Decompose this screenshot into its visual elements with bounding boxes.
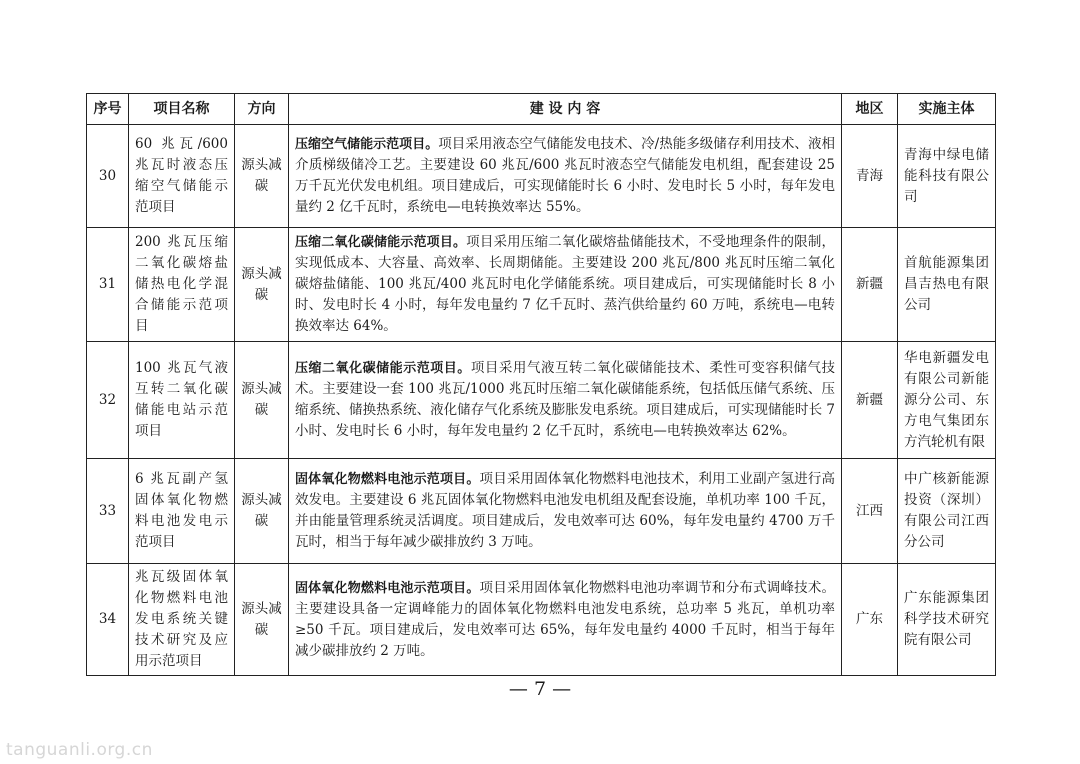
row-seq: 32 — [87, 342, 129, 459]
row-project-name: 兆瓦级固体氧化物燃料电池发电系统关键技术研究及应用示范项目 — [129, 564, 235, 676]
row-entity: 中广核新能源投资（深圳）有限公司江西分公司 — [898, 459, 996, 564]
header-content: 建 设 内 容 — [289, 94, 842, 125]
table-row — [87, 342, 996, 459]
header-region: 地区 — [842, 94, 898, 125]
row-entity: 华电新疆发电有限公司新能源分公司、东方电气集团东方汽轮机有限 — [898, 342, 996, 459]
row-content-body: 项目采用压缩二氧化碳熔盐储能技术，不受地理条件的限制，实现低成本、大容量、高效率、长周期储能。主要建设 200 兆瓦/800 兆瓦时压缩二氧化碳熔盐储能、100 兆瓦/400 兆瓦时电化学储能系统。项目建成后，可实现储能时长 8 小时、发电时长 4 小时，每年发电量约 7 亿千瓦时、蒸汽供给量约 60 万吨，系统电—电转换效率达 64%。 — [295, 234, 835, 334]
row-content-body: 项目采用液态空气储能发电技术、冷/热能多级储存利用技术、液相介质梯级储冷工艺。主要建设 60 兆瓦/600 兆瓦时液态空气储能发电机组，配套建设 25 万千瓦光伏发电机组。项目建成后，可实现储能时长 6 小时、发电时长 5 小时，每年发电量约 2 亿千瓦时，系统电—电转换效率达 55%。 — [295, 136, 835, 215]
row-direction: 源头减碳 — [235, 228, 289, 342]
row-content-lead: 压缩空气储能示范项目。 — [295, 137, 439, 152]
row-entity: 首航能源集团昌吉热电有限公司 — [898, 228, 996, 342]
row-seq: 31 — [87, 228, 129, 342]
row-content-body: 项目采用固体氧化物燃料电池技术，利用工业副产氢进行高效发电。主要建设 6 兆瓦固体氧化物燃料电池发电机组及配套设施，单机功率 100 千瓦，并由能量管理系统灵活调度。项目建成后，发电效率可达 60%，每年发电量约 4700 万千瓦时，相当于每年减少碳排放约 3 万吨。 — [295, 471, 835, 550]
row-project-name: 6 兆瓦副产氢固体氧化物燃料电池发电示范项目 — [129, 459, 235, 564]
row-content-body: 项目采用气液互转二氧化碳储能技术、柔性可变容积储气技术。主要建设一套 100 兆瓦/1000 兆瓦时压缩二氧化碳储能系统，包括低压储气系统、压缩系统、储换热系统、液化储存气化系统及膨胀发电系统。项目建成后，可实现储能时长 7 小时、发电时长 6 小时，每年发电量约 2 亿千瓦时，系统电—电转换效率达 62%。 — [295, 360, 835, 439]
row-content — [289, 228, 842, 342]
row-region: 江西 — [842, 459, 898, 564]
row-seq: 30 — [87, 125, 129, 228]
row-content-lead: 固体氧化物燃料电池示范项目。 — [295, 472, 480, 487]
row-direction: 源头减碳 — [235, 342, 289, 459]
row-direction: 源头减碳 — [235, 125, 289, 228]
row-content-lead: 压缩二氧化碳储能示范项目。 — [295, 235, 467, 250]
table-row — [87, 125, 996, 228]
header-seq: 序号 — [87, 94, 129, 125]
row-entity: 青海中绿电储能科技有限公司 — [898, 125, 996, 228]
row-content — [289, 564, 842, 676]
row-direction: 源头减碳 — [235, 564, 289, 676]
header-name: 项目名称 — [129, 94, 235, 125]
row-content — [289, 342, 842, 459]
row-content-body: 项目采用固体氧化物燃料电池功率调节和分布式调峰技术。主要建设具备一定调峰能力的固体氧化物燃料电池发电系统，总功率 5 兆瓦，单机功率≥50 千瓦。项目建成后，发电效率可达 65%，每年发电量约 4000 千瓦时，相当于每年减少碳排放约 2 万吨。 — [295, 579, 835, 659]
row-region: 新疆 — [842, 228, 898, 342]
header-direction: 方向 — [235, 94, 289, 125]
row-content — [289, 125, 842, 228]
header-row — [87, 94, 996, 125]
row-entity: 广东能源集团科学技术研究院有限公司 — [898, 564, 996, 676]
projects-table — [86, 93, 996, 676]
table-row — [87, 459, 996, 564]
row-project-name: 200 兆瓦压缩二氧化碳熔盐储热电化学混合储能示范项目 — [129, 228, 235, 342]
row-region: 新疆 — [842, 342, 898, 459]
row-project-name: 60 兆瓦/600 兆瓦时液态压缩空气储能示范项目 — [129, 125, 235, 228]
table-row — [87, 564, 996, 676]
row-seq: 34 — [87, 564, 129, 676]
header-entity: 实施主体 — [898, 94, 996, 125]
row-content — [289, 459, 842, 564]
row-region: 青海 — [842, 125, 898, 228]
watermark: tanguanli.org.cn — [6, 740, 153, 760]
row-region: 广东 — [842, 564, 898, 676]
row-direction: 源头减碳 — [235, 459, 289, 564]
row-project-name: 100 兆瓦气液互转二氧化碳储能电站示范项目 — [129, 342, 235, 459]
row-seq: 33 — [87, 459, 129, 564]
page-number: — 7 — — [508, 678, 572, 700]
table-row — [87, 228, 996, 342]
row-content-lead: 压缩二氧化碳储能示范项目。 — [295, 361, 471, 376]
row-content-lead: 固体氧化物燃料电池示范项目。 — [295, 580, 480, 596]
